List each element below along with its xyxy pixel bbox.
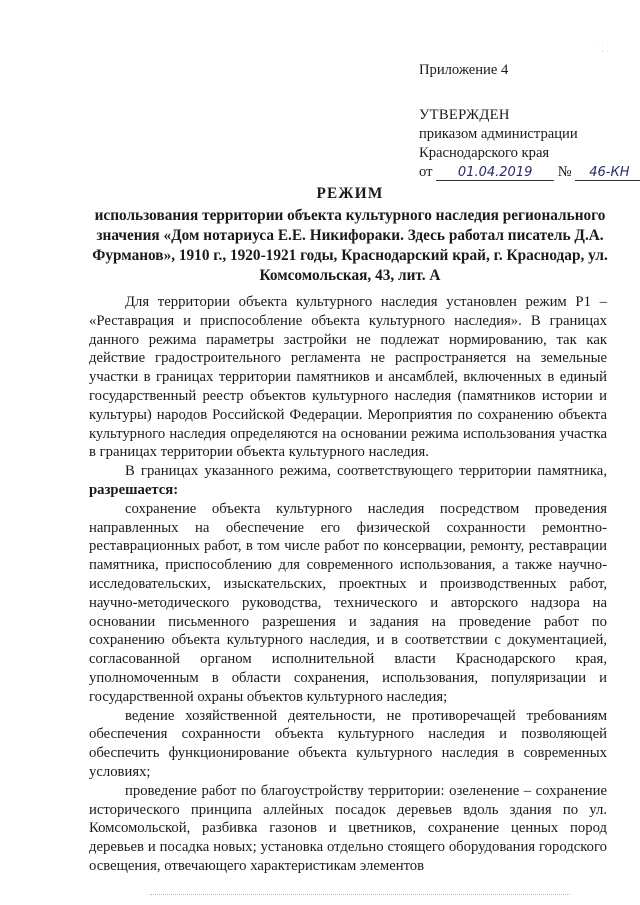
approval-line-1: приказом администрации <box>419 126 578 142</box>
approval-date-line <box>419 163 634 182</box>
paragraph-improvement: проведение работ по благоустройству территории: озеленение – сохранение исторического принципа аллейных посадок деревьев вдоль здания по ул. Комсомольской, разбивка газонов и цветников, сохранение ценных пород деревьев и посадка новых; установка отдельно стоящего оборудования городского освещения, отвечающего характеристикам элементов <box>89 782 607 874</box>
number-sign: № <box>557 164 572 180</box>
scan-noise: · · · · <box>596 38 609 56</box>
paragraph-preservation: сохранение объекта культурного наследия посредством проведения направленных на обеспечение его физической сохранности ремонтно-реставрационных работ, в том числе работ по консервации, ремонту, реставрации памятника, приспособлению для современного использования, а также научно-исследовательских, изыскательских, проектных и производственных работ, научно-методического руководства, технического и авторского надзора на основании письменного разрешения и задания на проведение работ по сохранению объекта культурного наследия, и в соответствии с документацией, согласованной органом исполнительной власти Краснодарского края, уполномоченным в области сохранения, использования, популяризации и государственной охраны объектов культурного наследия; <box>89 500 607 705</box>
handwritten-date: 01.04.2019 <box>436 165 554 181</box>
paragraph-allowed <box>89 462 607 500</box>
approval-line-2: Краснодарского края <box>419 145 550 161</box>
title-description: использования территории объекта культурного наследия регионального значения «Дом нотариуса Е.Е. Никифораки. Здесь работал писатель Д.А. Фурманов», 1910 г., 1920-1921 годы, Краснодарский край, г. Краснодар, ул. Комсомольская, 43, лит. А <box>92 207 608 284</box>
paragraph-economic: ведение хозяйственной деятельности, не противоречащей требованиям обеспечения сохранности объекта культурного наследия и позволяющей обеспечить функционирование объекта культурного наследия в современных условиях; <box>89 707 607 780</box>
annex-label: Приложение 4 <box>419 62 509 78</box>
allowed-keyword: разрешается: <box>89 481 179 498</box>
scan-edge-line <box>150 894 570 895</box>
approval-block <box>419 61 634 182</box>
document-title <box>90 184 610 286</box>
handwritten-number: 46-КН <box>575 165 640 181</box>
title-regime: РЕЖИМ <box>316 185 384 202</box>
date-prefix: от <box>419 164 433 180</box>
approved-heading: УТВЕРЖДЕН <box>419 107 510 123</box>
paragraph-allowed-text: В границах указанного режима, соответствующего территории памятника, <box>125 463 607 480</box>
paragraph-regime: Для территории объекта культурного наследия установлен режим Р1 – «Реставрация и приспособление объекта культурного наследия». В границах данного режима параметры застройки не подлежат нормированию, так как действие градостроительного регламента не распространяется на земельные участки в границах территории памятников и ансамблей, включенных в единый государственный реестр объектов культурного наследия (памятников истории и культуры) народов Российской Федерации. Мероприятия по сохранению объекта культурного наследия определяются на основании режима использования участка в границах территории объекта культурного наследия. <box>89 294 607 461</box>
document-body <box>89 293 607 876</box>
